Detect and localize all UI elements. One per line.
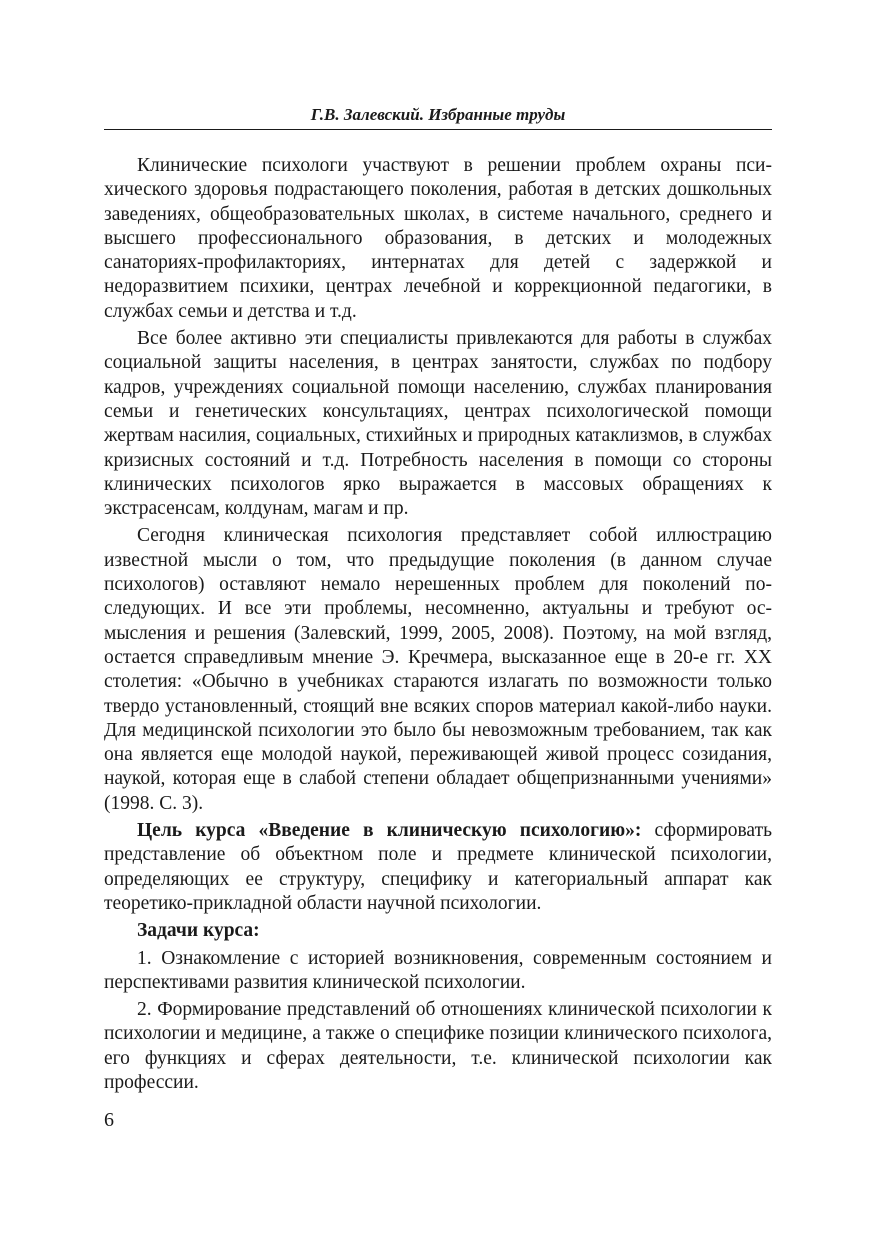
running-head-title: Г.В. Залевский. Избранные труды [310, 105, 566, 124]
header-rule [104, 129, 772, 130]
paragraph: Клинические психологи участвуют в решении проблем охраны психического здоровья подрастающего поколения, работая в детских дошкольных заведениях, общеобразовательных школах, в системе начального, среднего и высшего профессионального образования, в детских и молодежных санаториях-профилакториях, интернатах для детей с задержкой и недоразвитием психики, центрах лечебной и коррекционной педагогики, в службах семьи и детства и т.д. [104, 155, 772, 322]
course-task-item: 1. Ознакомление с историей возникновения, современным состоянием и перспективами развития клинической психологии. [104, 947, 772, 993]
page-number: 6 [104, 1109, 114, 1131]
paragraph: Сегодня клиническая психология представляет собой иллюстрацию известной мысли о том, что предыдущие поколения (в данном случае психологов) оставляют немало нерешенных проблем для поколений последующих. И все эти проблемы, несомненно, актуальны и требуют осмысления и решения (Залевский, 1999, 2005, 2008). Поэтому, на мой взгляд, остается справедливым мнение Э. Кречмера, высказанное еще в 20-е гг. XX столетия: «Обычно в учебниках стараются излагать по возможности только твердо установленный, стоящий вне всяких споров материал какой-либо науки. Для медицинской психологии это было бы невозможным требованием, так как она является еще молодой наукой, переживающей живой процесс созидания, наукой, которая еще в слабой степени обладает общепризнанными учениями» (1998. С. 3). [104, 525, 772, 814]
course-tasks-heading: Задачи курса: [137, 920, 260, 942]
paragraph: Все более активно эти специалисты привлекаются для работы в службах социальной защиты населения, в центрах занятости, службах по подбору кадров, учреждениях социальной помощи населению, службах планирования семьи и генетических консультациях, центрах психологической помощи жертвам насилия, социальных, стихийных и природных катаклизмов, в службах кризисных состояний и т.д. Потребность населения в помощи со стороны клинических психологов ярко выражается в массовых обращениях к экстрасенсам, колдунам, магам и пр. [104, 328, 772, 520]
course-goal-paragraph [104, 819, 772, 916]
course-tasks-heading-paragraph [104, 919, 772, 943]
course-goal-text: сформировать представление об объектном поле и предмете клинической психологии, определяющих ее структуру, специфику и категориальный аппарат как теоретико-прикладной области научной психологии. [104, 820, 772, 914]
course-task-item: 2. Формирование представлений об отношениях клинической психологии к психологии и медицине, а также о специфике позиции клинического психолога, его функциях и сферах деятельности, т.е. клинической психологии как профессии. [104, 999, 772, 1093]
main-text [104, 154, 772, 1098]
course-goal-label: Цель курса «Введение в клиническую психологию»: [137, 820, 642, 842]
